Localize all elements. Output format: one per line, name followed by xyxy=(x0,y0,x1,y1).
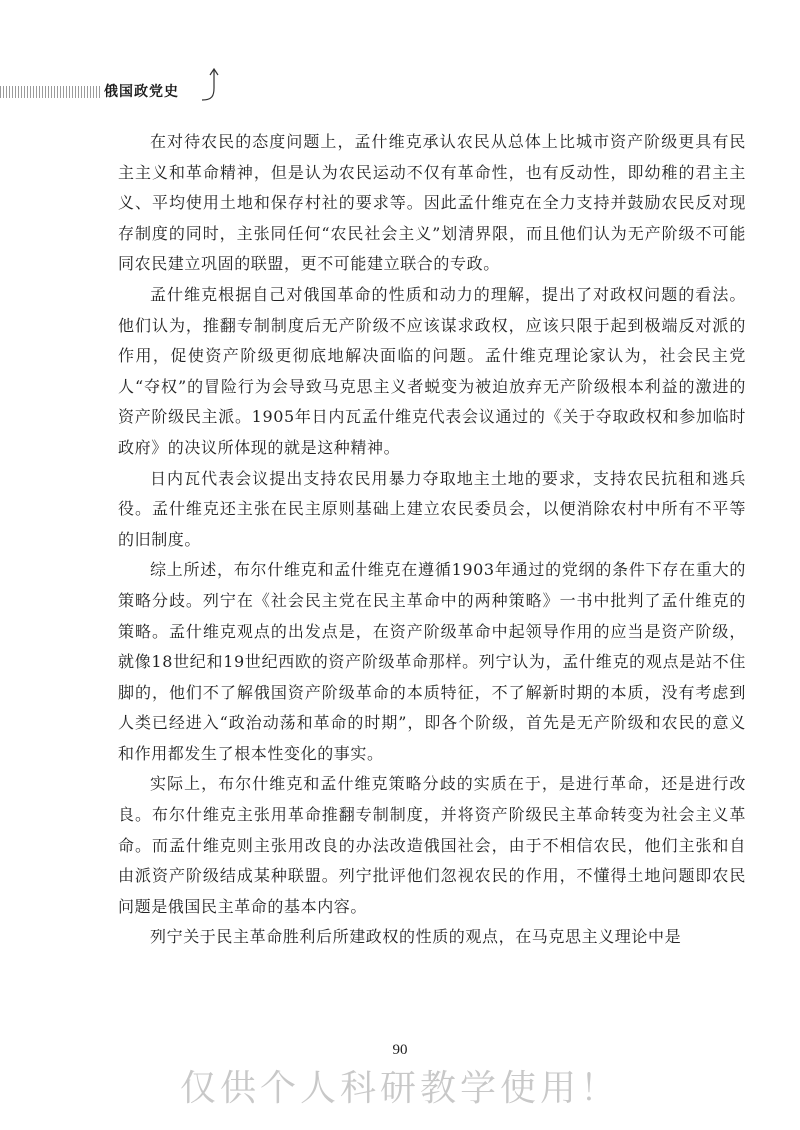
header-arrow-icon xyxy=(200,66,224,106)
running-header xyxy=(0,70,800,106)
paragraph: 在对待农民的态度问题上，孟什维克承认农民从总体上比城市资产阶级更具有民主主义和革命精神，但是认为农民运动不仅有革命性，也有反动性，即幼稚的君主主义、平均使用土地和保存村社的要求等。因此孟什维克在全力支持并鼓励农民反对现存制度的同时，主张同任何“农民社会主义”划清界限，而且他们认为无产阶级不可能同农民建立巩固的联盟，更不可能建立联合的专政。 xyxy=(118,132,746,274)
paragraph: 列宁关于民主革命胜利后所建政权的性质的观点，在马克思主义理论中是 xyxy=(150,927,682,947)
paragraph: 孟什维克根据自己对俄国革命的性质和动力的理解，提出了对政权问题的看法。他们认为，推翻专制制度后无产阶级不应该谋求政权，应该只限于起到极端反对派的作用，促使资产阶级更彻底地解决面临的问题。孟什维克理论家认为，社会民主党人“夺权”的冒险行为会导致马克思主义者蜕变为被迫放弃无产阶级根本利益的激进的资产阶级民主派。1905年日内瓦孟什维克代表会议通过的《关于夺取政权和参加临时政府》的决议所体现的就是这种精神。 xyxy=(118,284,746,457)
paragraph: 实际上，布尔什维克和孟什维克策略分歧的实质在于，是进行革命，还是进行改良。布尔什维克主张用革命推翻专制制度，并将资产阶级民主革命转变为社会主义革命。而孟什维克则主张用改良的办法改造俄国社会，由于不相信农民，他们主张和自由派资产阶级结成某种联盟。列宁批评他们忽视农民的作用，不懂得土地问题即农民问题是俄国民主革命的基本内容。 xyxy=(118,774,746,916)
watermark: 仅供个人科研教学使用！ xyxy=(179,1068,620,1109)
page-number: 90 xyxy=(392,1042,408,1058)
header-hatch-bar xyxy=(0,86,100,98)
book-title: 俄国政党史 xyxy=(104,84,179,100)
paragraph: 综上所述，布尔什维克和孟什维克在遵循1903年通过的党纲的条件下存在重大的策略分歧。列宁在《社会民主党在民主革命中的两种策略》一书中批判了孟什维克的策略。孟什维克观点的出发点是，在资产阶级革命中起领导作用的应当是资产阶级，就像18世纪和19世纪西欧的资产阶级革命那样。列宁认为，孟什维克的观点是站不住脚的，他们不了解俄国资产阶级革命的本质特征，不了解新时期的本质，没有考虑到人类已经进入“政治动荡和革命的时期”，即各个阶级，首先是无产阶级和农民的意义和作用都发生了根本性变化的事实。 xyxy=(118,560,746,763)
paragraph: 日内瓦代表会议提出支持农民用暴力夺取地主土地的要求，支持农民抗租和逃兵役。孟什维克还主张在民主原则基础上建立农民委员会，以便消除农村中所有不平等的旧制度。 xyxy=(118,468,746,549)
body-text xyxy=(118,127,746,953)
